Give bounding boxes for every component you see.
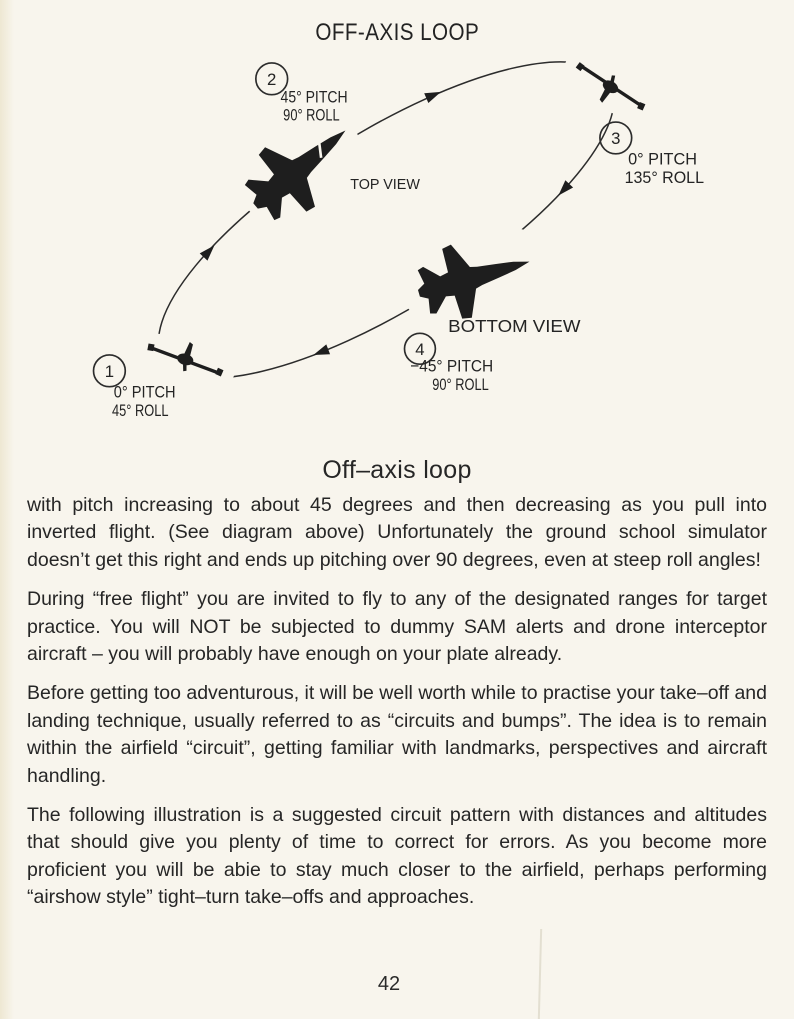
top-view-label: TOP VIEW xyxy=(350,176,421,194)
position-2-number: 2 xyxy=(267,69,277,89)
off-axis-loop-diagram xyxy=(0,55,794,467)
position-3-pitch: 0° PITCH xyxy=(628,149,697,169)
page-title-text: OFF-AXIS LOOP xyxy=(315,19,479,46)
page-title xyxy=(0,19,794,47)
paragraph-4: The following illustration is a suggested circuit pattern with distances and altitudes that should give you plenty of time to correct for errors. As you become more proficient you will be abie to stay much closer to the airfield, perhaps performing “airshow style” tight–turn take–offs and approaches. xyxy=(27,804,767,909)
position-1-number: 1 xyxy=(104,362,115,382)
arrowhead-top xyxy=(424,87,443,103)
arrowhead-bottom xyxy=(311,344,330,360)
paragraph-3: Before getting too adventurous, it will be well worth while to practise your take–off and landing technique, usually referred to as “circuits and bumps”. The idea is to remain within the airfield “circuit”, getting familiar with landmarks, perspectives and aircraft handling. xyxy=(27,682,767,787)
position-2-roll: 90° ROLL xyxy=(283,105,340,125)
position-marker-4 xyxy=(404,333,493,394)
position-4-number: 4 xyxy=(415,339,425,359)
position-marker-2 xyxy=(256,63,348,124)
position-4-pitch: −45° PITCH xyxy=(410,356,494,376)
page-number: 42 xyxy=(377,973,401,995)
position-1-pitch: 0° PITCH xyxy=(113,382,176,402)
position-3-number: 3 xyxy=(611,129,621,149)
body-text xyxy=(27,492,767,924)
figure-caption: Off–axis loop xyxy=(322,456,472,484)
position-1-roll: 45° ROLL xyxy=(112,400,169,420)
bottom-view-label: BOTTOM VIEW xyxy=(448,316,582,337)
position-3-roll: 135° ROLL xyxy=(624,167,705,187)
position-2-pitch: 45° PITCH xyxy=(280,87,348,107)
position-marker-3 xyxy=(600,122,704,187)
paragraph-1: with pitch increasing to about 45 degrees and then decreasing as you pull into inverted flight. (See diagram above) Unfortunately the ground school simulator doesn’t get this right and ends up pitching over 90 degrees, even at steep roll angles! xyxy=(27,494,767,571)
position-4-roll: 90° ROLL xyxy=(432,375,489,395)
paragraph-2: During “free flight” you are invited to fly to any of the designated ranges for target practice. You will NOT be subjected to dummy SAM alerts and drone interceptor aircraft – you will probably have enough on your plate already. xyxy=(27,588,767,666)
